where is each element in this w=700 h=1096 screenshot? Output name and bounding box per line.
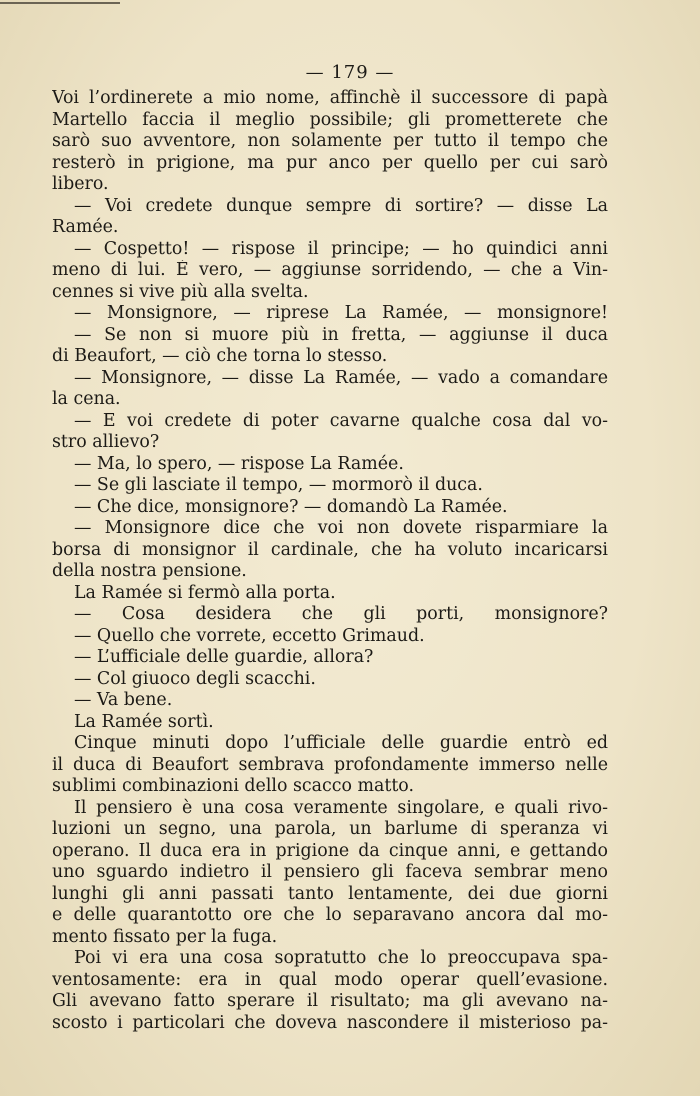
text-line: borsa di monsignor il cardinale, che ha voluto incaricarsi [52,539,608,560]
text-line: sarò suo avventore, non solamente per tutto il tempo che [52,131,608,151]
text-line: mento fissato per la fuga. [52,926,278,947]
text-line: — Ma, lo spero, — rispose La Ramée. [74,453,404,474]
text-line: Cinque minuti dopo l’ufficiale delle guardie entrò ed [74,733,608,753]
text-line: operano. Il duca era in prigione da cinque anni, e gettando [52,840,608,861]
text-line: lunghi gli anni passati tanto lentamente, dei due giorni [52,883,608,904]
text-line: — Col giuoco degli scacchi. [74,668,316,689]
text-line: luzioni un segno, una parola, un barlume di speranza vi [52,819,608,839]
text-line: — E voi credete di poter cavarne qualche cosa dal vo- [74,410,608,431]
text-line: — Voi credete dunque sempre di sortire? — disse La [74,195,608,216]
body-text [52,88,608,1034]
text-line: di Beaufort, — ciò che torna lo stesso. [52,346,388,366]
text-line: — Cospetto! — rispose il principe; — ho quindici anni [74,238,608,259]
text-line: sublimi combinazioni dello scacco matto. [52,776,414,796]
text-line: uno sguardo indietro il pensiero gli faceva sembrar meno [52,862,608,882]
text-line: Poi vi era una cosa sopratutto che lo preoccupava spa- [74,948,608,968]
text-line: — Se gli lasciate il tempo, — mormorò il duca. [74,475,483,495]
text-line: il duca di Beaufort sembrava profondamente immerso nelle [52,754,608,775]
text-line: resterò in prigione, ma pur anco per quello per cui sarò [52,152,608,173]
text-line: — Quello che vorrete, eccetto Grimaud. [74,625,425,646]
text-line: — Monsignore dice che voi non dovete risparmiare la [74,518,608,538]
text-line: e delle quarantotto ore che lo separavano ancora dal mo- [52,905,608,925]
text-line: Gli avevano fatto sperare il risultato; ma gli avevano na- [52,991,608,1011]
text-line: cennes si vive più alla svelta. [52,281,309,302]
text-line: — Monsignore, — riprese La Ramée, — monsignore! [74,303,608,323]
text-line: — L’ufficiale delle guardie, allora? [74,647,374,667]
text-line: La Ramée sortì. [74,711,214,732]
text-line: ventosamente: era in qual modo operar quell’evasione. [52,969,608,990]
text-line: la cena. [52,389,121,409]
text-line: meno di lui. È vero, — aggiunse sorridendo, — che a Vin- [52,260,608,280]
page-number: — 179 — [305,62,395,83]
text-line: Ramée. [52,217,119,237]
text-line: — Va bene. [74,690,173,710]
text-line: — Che dice, monsignore? — domandò La Ramée. [74,496,508,517]
text-line: della nostra pensione. [52,561,247,581]
text-line: Il pensiero è una cosa veramente singolare, e quali rivo- [74,797,608,818]
text-line: — Cosa desidera che gli porti, monsignore? [74,604,608,624]
text-line: scosto i particolari che doveva nascondere il misterioso pa- [52,1012,608,1033]
text-line: Martello faccia il meglio possibile; gli prometterete che [52,109,608,130]
text-line: — Se non si muore più in fretta, — aggiunse il duca [74,324,608,345]
page-edge-line [0,2,120,4]
text-line: Voi l’ordinerete a mio nome, affinchè il successore di papà [52,88,608,108]
text-line: — Monsignore, — disse La Ramée, — vado a comandare [74,367,608,388]
text-line: La Ramée si fermò alla porta. [74,582,336,603]
text-line: libero. [52,174,109,194]
text-line: stro allievo? [52,432,160,452]
